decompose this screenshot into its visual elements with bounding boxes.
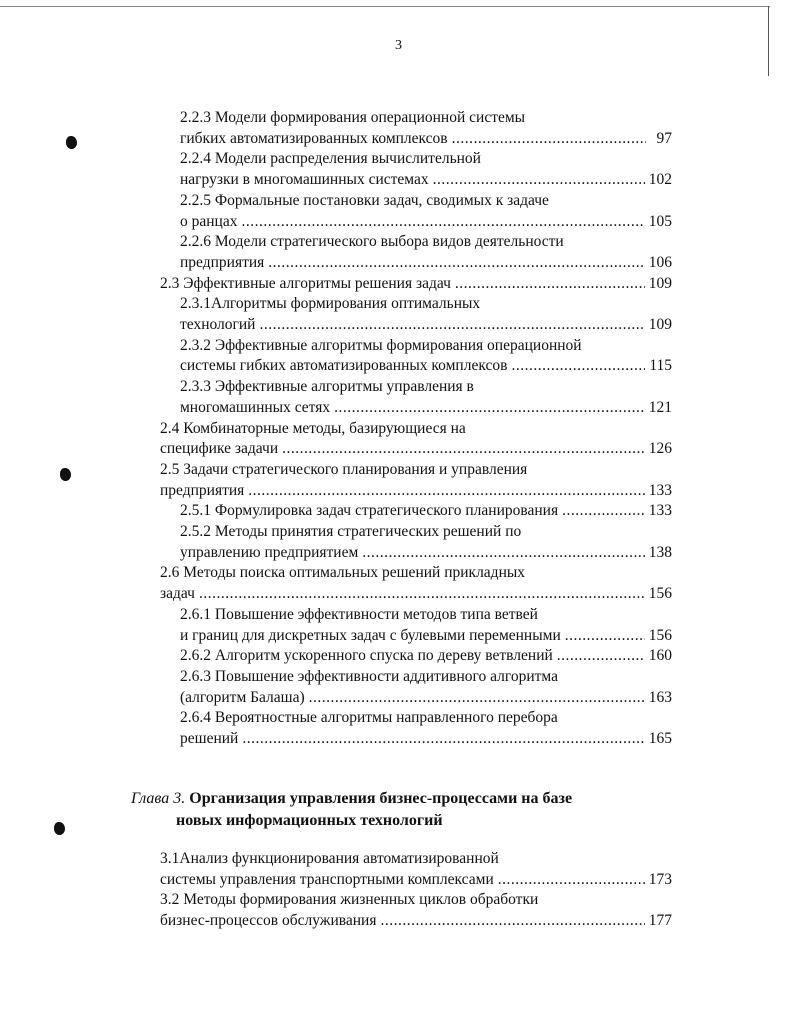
toc-entry-text: 2.5 Задачи стратегического планирования и управления	[160, 460, 528, 478]
toc-page-number: 133	[648, 502, 672, 520]
toc-entry-text: 2.3.2 Эффективные алгоритмы формирования операционной	[180, 336, 582, 354]
toc-entry	[0, 460, 799, 501]
toc-entry-text: нагрузки в многомашинных системах	[180, 171, 429, 189]
toc-page-number: 102	[648, 171, 672, 189]
dot-leader	[199, 584, 645, 605]
toc-page-number: 138	[648, 543, 672, 561]
toc-page-number: 121	[648, 398, 672, 416]
dot-leader	[380, 911, 644, 932]
toc-page-number: 165	[648, 730, 672, 748]
toc-entry-text: (алгоритм Балаша)	[180, 688, 305, 706]
dot-leader	[562, 501, 645, 522]
toc-page-number: 109	[648, 274, 672, 292]
toc-entry	[0, 274, 799, 295]
dot-leader	[268, 253, 644, 274]
toc-page-number: 126	[648, 440, 672, 458]
toc-entry	[0, 149, 799, 190]
toc-entry-text: 2.6 Методы поиска оптимальных решений прикладных	[160, 564, 526, 582]
toc-entry-text: предприятия	[160, 481, 245, 499]
toc-entry-text: 2.5.2 Методы принятия стратегических решений по	[180, 523, 522, 541]
toc-entry-text: 2.2.4 Модели распределения вычислительной	[180, 150, 481, 168]
toc-entry	[0, 501, 799, 522]
toc-entry	[0, 667, 799, 708]
toc-entry-text: 2.4 Комбинаторные методы, базирующиеся на	[160, 419, 466, 437]
toc-entry-text: 2.3.1Алгоритмы формирования оптимальных	[180, 295, 481, 313]
toc-entry-text: 3.1Анализ функционирования автоматизированной	[160, 850, 499, 867]
dot-leader	[565, 626, 645, 647]
toc-entry-text: бизнес-процессов обслуживания	[160, 912, 377, 930]
toc-entry	[0, 336, 799, 377]
chapter-label: Глава 3.	[131, 790, 186, 807]
dot-leader	[259, 315, 644, 336]
dot-leader	[511, 356, 645, 377]
dot-leader	[241, 212, 644, 233]
toc-entry-text: 2.2.3 Модели формирования операционной системы	[180, 109, 526, 126]
chapter-title-line1: Организация управления бизнес-процессами на базе	[189, 790, 573, 807]
toc-page-number: 173	[648, 870, 672, 888]
toc-entry-text: о ранцах	[180, 212, 238, 230]
toc-entry	[0, 294, 799, 335]
toc-entry	[0, 646, 799, 667]
dot-leader	[362, 543, 644, 564]
toc-entry	[0, 708, 799, 749]
toc-entry	[0, 563, 799, 604]
toc-entry-text: 2.3.3 Эффективные алгоритмы управления в	[180, 378, 474, 396]
toc-entry-text: технологий	[180, 316, 256, 334]
dot-leader	[334, 398, 645, 419]
scan-edge-top	[0, 6, 770, 7]
toc-entry-text: 2.2.5 Формальные постановки задач, сводимых к задаче	[180, 191, 549, 209]
punch-hole-mark	[54, 822, 65, 835]
toc-entry-text: управлению предприятием	[180, 543, 359, 561]
dot-leader	[452, 129, 646, 150]
toc-page-number: 163	[648, 688, 672, 706]
dot-leader	[282, 439, 645, 460]
dot-leader	[309, 688, 645, 709]
toc-entry-text: многомашинных сетях	[180, 398, 331, 416]
table-of-contents-chapter3	[0, 849, 799, 932]
toc-entry-text: задач	[160, 585, 195, 603]
toc-entry	[0, 377, 799, 418]
toc-entry-text: 2.2.6 Модели стратегического выбора видов деятельности	[180, 233, 564, 251]
toc-page-number: 156	[648, 626, 672, 644]
toc-entry	[0, 419, 799, 460]
table-of-contents	[0, 108, 799, 750]
dot-leader	[433, 170, 645, 191]
toc-page-number: 156	[648, 585, 672, 603]
toc-entry-text: решений	[180, 730, 239, 748]
toc-page-number: 105	[648, 212, 672, 230]
toc-page-number: 115	[649, 357, 672, 375]
toc-entry	[0, 191, 799, 232]
toc-entry-text: 2.6.2 Алгоритм ускоренного спуска по дереву ветвлений	[180, 647, 553, 665]
toc-entry	[0, 108, 799, 149]
toc-page-number: 97	[656, 129, 672, 147]
toc-entry	[0, 849, 799, 890]
toc-entry	[0, 522, 799, 563]
toc-entry-text: и границ для дискретных задач с булевыми переменными	[180, 626, 561, 644]
toc-page-number: 160	[648, 647, 672, 665]
toc-entry-text: специфике задачи	[160, 440, 279, 458]
scan-edge-right	[768, 6, 769, 76]
dot-leader	[248, 481, 644, 502]
toc-entry-text: системы гибких автоматизированных комплексов	[180, 357, 508, 375]
toc-page-number: 177	[648, 912, 672, 930]
toc-entry-text: 3.2 Методы формирования жизненных циклов обработки	[160, 891, 539, 909]
toc-entry	[0, 605, 799, 646]
dot-leader	[455, 274, 645, 295]
toc-entry-text: 2.6.3 Повышение эффективности аддитивного алгоритма	[180, 667, 558, 685]
toc-entry-text: 2.6.1 Повышение эффективности методов типа ветвей	[180, 605, 538, 623]
toc-entry-text: гибких автоматизированных комплексов	[180, 129, 448, 147]
chapter-title-line2: новых информационных технологий	[176, 812, 443, 829]
toc-page-number: 106	[648, 253, 672, 271]
toc-page-number: 109	[648, 316, 672, 334]
toc-entry-text: предприятия	[180, 253, 265, 271]
page-number: 3	[395, 38, 402, 53]
dot-leader	[242, 729, 644, 750]
toc-entry-text: 2.5.1 Формулировка задач стратегического планирования	[180, 502, 559, 520]
toc-entry-text: 2.3 Эффективные алгоритмы решения задач	[160, 274, 451, 292]
chapter-heading	[131, 788, 572, 832]
toc-entry	[0, 232, 799, 273]
toc-entry-text: системы управления транспортными комплексами	[160, 870, 494, 888]
toc-entry-text: 2.6.4 Вероятностные алгоритмы направленного перебора	[180, 709, 558, 727]
toc-entry	[0, 890, 799, 931]
dot-leader	[498, 870, 645, 891]
toc-page-number: 133	[648, 481, 672, 499]
dot-leader	[557, 646, 645, 667]
